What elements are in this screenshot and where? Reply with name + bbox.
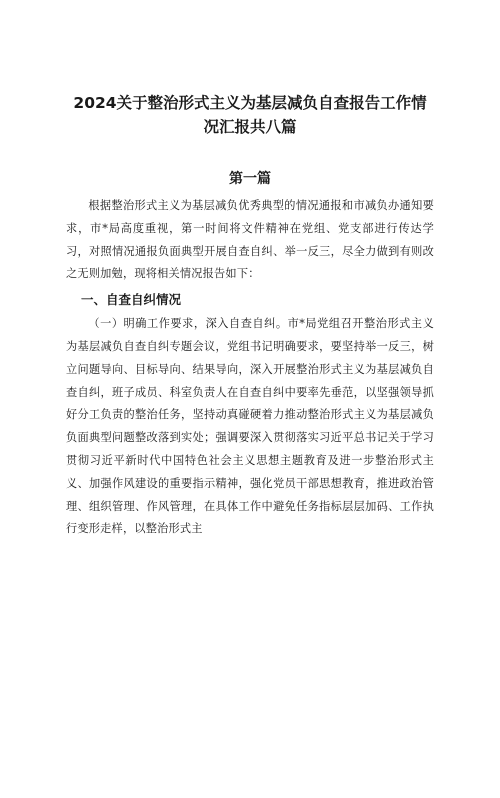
subheading-self-inspection: 一、自查自纠情况 (81, 292, 182, 308)
document-page (0, 91, 500, 798)
intro-paragraph: 根据整治形式主义为基层减负优秀典型的情况通报和市减负办通知要求，市*局高度重视，第一时间将文件精神在党组、党支部进行传达学习，对照情况通报负面典型开展自查自纠、举一反三，尽全力做到有则改之无则加勉，现将相关情况报告如下： (66, 199, 434, 281)
section-heading: 第一篇 (229, 171, 271, 187)
body-paragraph: （一）明确工作要求，深入自查自纠。市*局党组召开整治形式主义为基层减负自查自纠专题会议，党组书记明确要求，要坚持举一反三，树立问题导向、目标导向、结果导向，深入开展整治形式主义为基层减负自查自纠，班子成员、科室负责人在自查自纠中要率先垂范，以坚强领导抓好分工负责的整治任务，坚持动真碰硬着力推动整治形式主义为基层减负负面典型问题整改落到实处；强调要深入贯彻落实习近平总书记关于学习贯彻习近平新时代中国特色社会主义思想主题教育及进一步整治形式主义、加强作风建设的重要指示精神，强化党员干部思想教育，推进政治管理、组织管理、作风管理，在具体工作中避免任务指标层层加码、工作执行变形走样，以整治形式主 (66, 317, 434, 536)
document-title: 2024关于整治形式主义为基层减负自查报告工作情况汇报共八篇 (73, 94, 427, 136)
